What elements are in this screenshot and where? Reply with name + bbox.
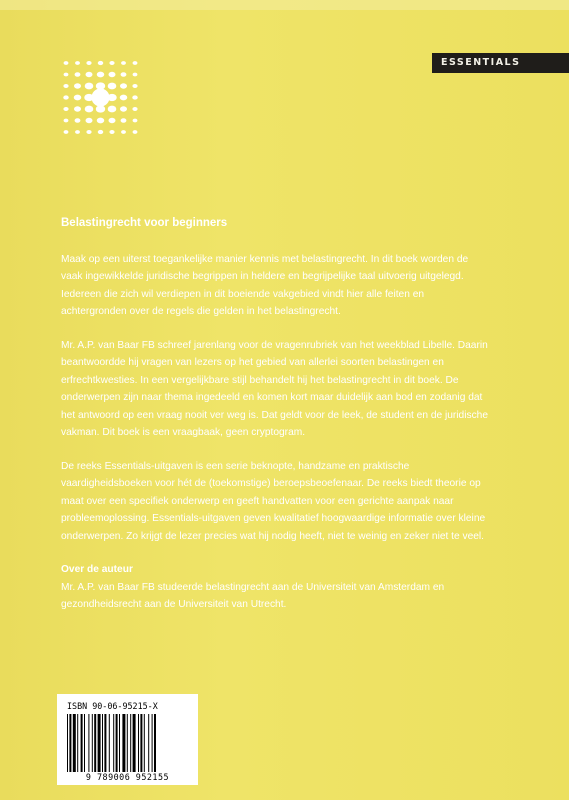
barcode-label [57,694,198,785]
cover-top-edge [0,0,569,10]
ean-number: 9 789006 952155 [85,772,170,782]
barcode-icon [65,714,190,772]
series-paragraph: De reeks Essentials-uitgaven is een serie beknopte, handzame en praktische vaardigheidsboeken voor hét de (toekomstige) beroepsbeoefenaar. De reeks biedt theorie op maat over een specifiek onderwerp en geeft handvatten voor een gerichte aanpak naar probleemoplossing. Essentials-uitgaven geven kwalitatief hoogwaardige informatie over kleine onderwerpen. Zo krijgt de lezer precies wat hij nodig heeft, niet te weinig en zeker niet te veel. [61,460,486,542]
author-bio: Mr. A.P. van Baar FB studeerde belastingrecht aan de Universiteit van Amsterdam en gezondheidsrecht aan de Universiteit van Utrecht. [61,581,445,610]
book-title: Belastingrecht voor beginners [61,217,228,229]
series-badge: ESSENTIALS [432,53,569,73]
dot-pattern-logo-icon [52,51,192,181]
author-background-paragraph: Mr. A.P. van Baar FB schreef jarenlang voor de vragenrubriek van het weekblad Libelle. Daarin beantwoordde hij vragen van lezers op het gebied van allerlei soorten belastingen en erfrechtkwesties. In een vergelijkbare stijl behandelt hij het belastingrecht in dit boek. De onderwerpen zijn naar thema ingedeeld en komen kort maar duidelijk aan bod en zodanig dat het antwoord op een vraag nooit ver weg is. Dat geldt voor de leek, de student en de juridische vakman. Dit boek is een vraagbaak, geen cryptogram. [61,339,489,438]
back-cover-text [61,215,491,630]
author-heading: Over de auteur [61,564,133,575]
intro-paragraph: Maak op een uiterst toegankelijke manier kennis met belastingrecht. In dit boek worden de vaak ingewikkelde juridische begrippen in heldere en begrijpelijke taal uitvoerig uitgelegd. Iedereen die zich wil verdiepen in dit boeiende vakgebied vindt hier alle feiten en achtergronden over de regels die gelden in het belastingrecht. [61,253,469,317]
isbn-text: ISBN 90-06-95215-X [67,701,158,711]
